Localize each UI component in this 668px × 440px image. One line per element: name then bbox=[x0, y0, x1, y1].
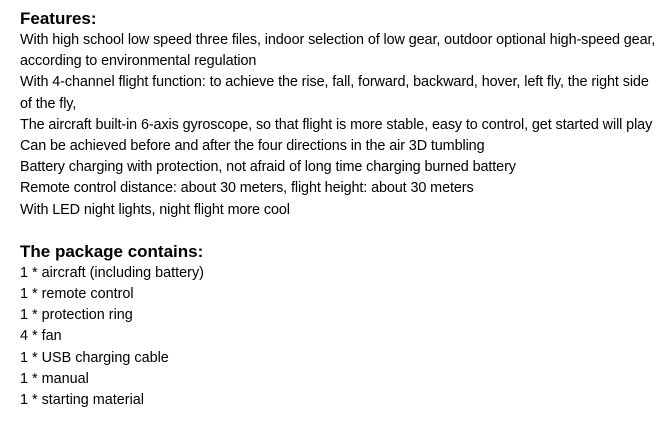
features-heading: Features: bbox=[20, 9, 97, 28]
feature-item: With high school low speed three files, indoor selection of low gear, outdoor optional high-speed gear, according to environmental regulation bbox=[20, 32, 656, 70]
package-item: 1 * aircraft (including battery) bbox=[20, 264, 204, 281]
feature-item: With 4-channel flight function: to achieve the rise, fall, forward, backward, hover, left fly, the right side of the fly, bbox=[20, 74, 649, 112]
package-item: 1 * protection ring bbox=[20, 307, 133, 324]
package-item: 4 * fan bbox=[20, 328, 62, 345]
package-heading: The package contains: bbox=[20, 241, 204, 261]
feature-item: Can be achieved before and after the four directions in the air 3D tumbling bbox=[20, 138, 485, 155]
feature-item: Remote control distance: about 30 meters, flight height: about 30 meters bbox=[20, 180, 474, 197]
package-item: 1 * remote control bbox=[20, 286, 134, 303]
feature-item: The aircraft built-in 6-axis gyroscope, so that flight is more stable, easy to control, get started will play bbox=[20, 116, 653, 133]
package-list bbox=[20, 263, 664, 411]
product-description bbox=[20, 8, 664, 411]
package-item: 1 * manual bbox=[20, 370, 89, 387]
feature-item: With LED night lights, night flight more cool bbox=[20, 201, 290, 218]
package-item: 1 * starting material bbox=[20, 392, 144, 409]
package-item: 1 * USB charging cable bbox=[20, 349, 169, 366]
feature-item: Battery charging with protection, not afraid of long time charging burned battery bbox=[20, 159, 516, 176]
features-list bbox=[20, 30, 664, 221]
section-spacer bbox=[20, 221, 664, 241]
